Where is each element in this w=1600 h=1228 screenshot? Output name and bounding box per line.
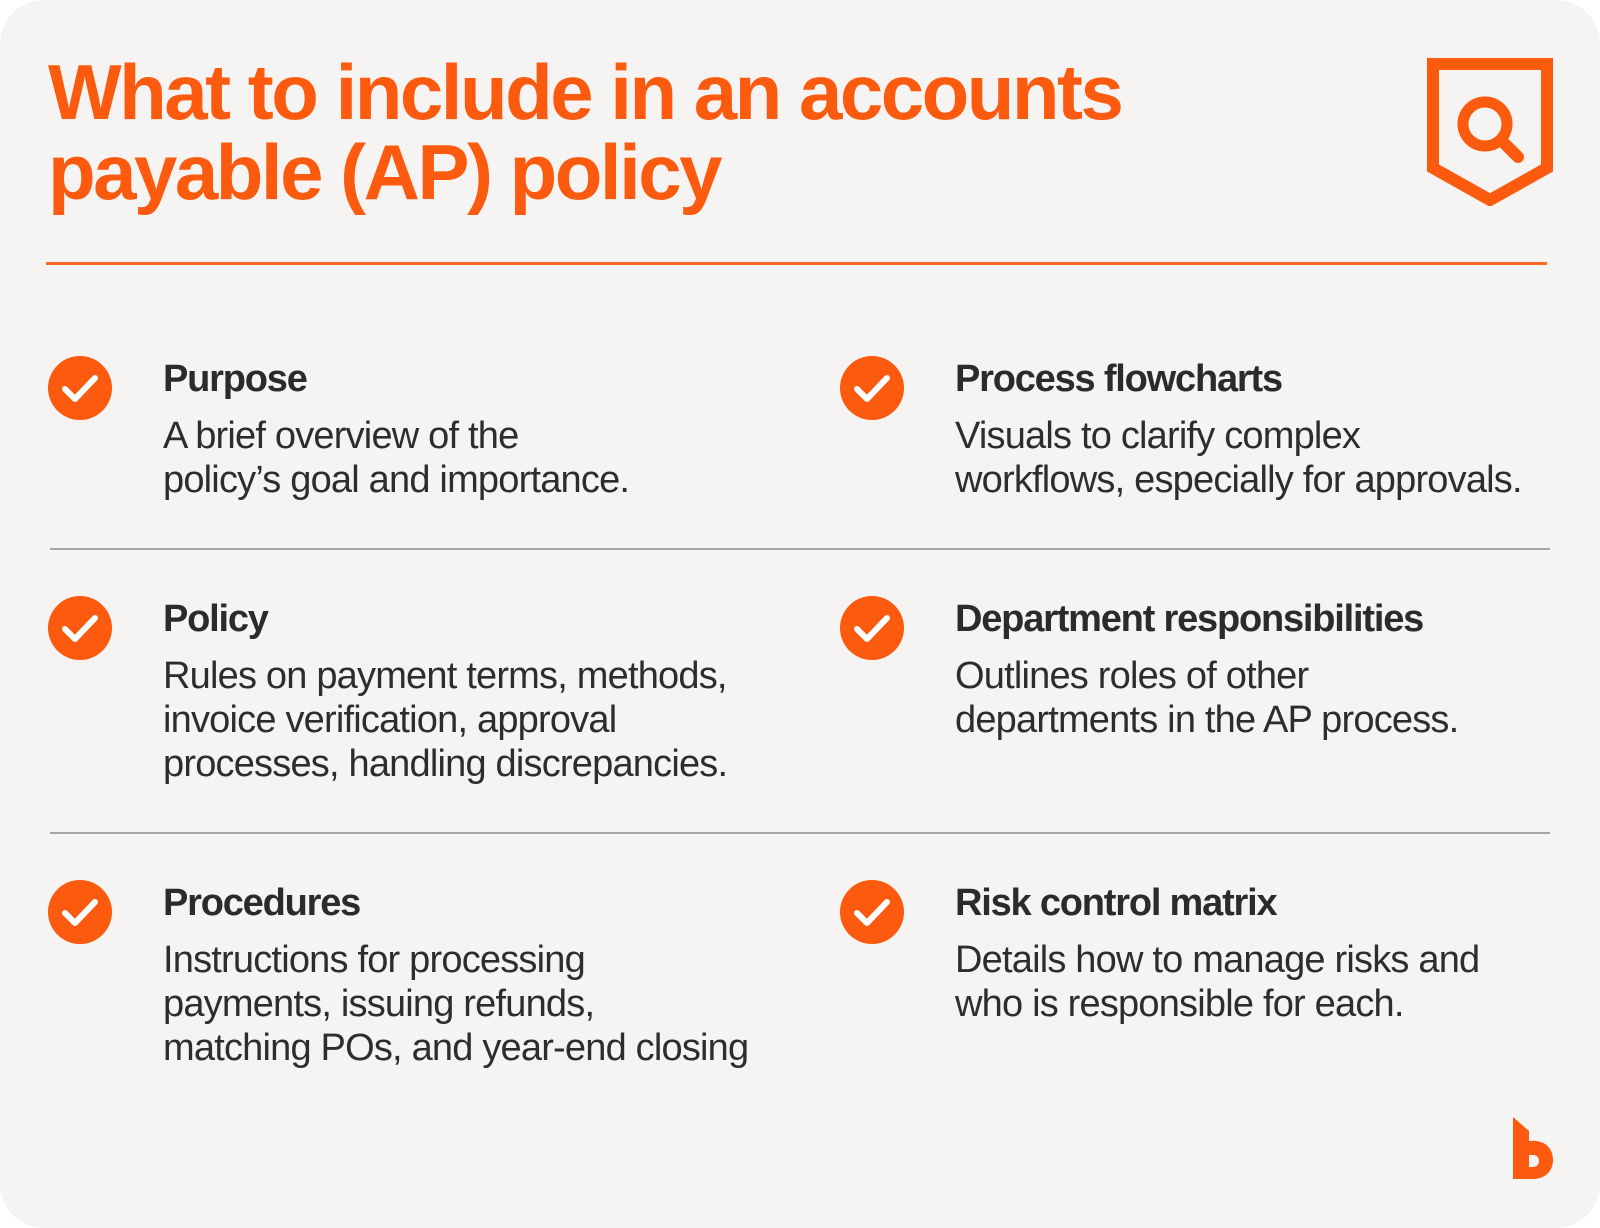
item-title: Policy (163, 598, 268, 640)
check-circle-icon (840, 356, 904, 420)
magnifier-shield-icon (1427, 58, 1553, 206)
item-description-line: A brief overview of the (163, 415, 519, 457)
item-description-line: matching POs, and year-end closing (163, 1027, 749, 1069)
item-description-line: invoice verification, approval (163, 699, 617, 741)
item-title: Department responsibilities (955, 598, 1424, 640)
header-divider (46, 262, 1547, 265)
check-circle-icon (48, 356, 112, 420)
item-description (163, 414, 629, 502)
item-description (955, 938, 1479, 1026)
item-description-line: workflows, especially for approvals. (955, 459, 1522, 501)
check-circle-icon (840, 596, 904, 660)
item-description (163, 654, 727, 786)
item-title: Purpose (163, 358, 307, 400)
item-description-line: Instructions for processing (163, 939, 585, 981)
title-line-2: payable (AP) policy (48, 128, 721, 216)
item-description-line: payments, issuing refunds, (163, 983, 595, 1025)
item-title: Process flowcharts (955, 358, 1282, 400)
item-description (955, 654, 1458, 742)
row-divider (50, 832, 1550, 834)
item-title: Risk control matrix (955, 882, 1277, 924)
check-circle-icon (48, 880, 112, 944)
row-divider (50, 548, 1550, 550)
item-description-line: Visuals to clarify complex (955, 415, 1361, 457)
item-description (163, 938, 748, 1070)
item-description-line: who is responsible for each. (955, 983, 1404, 1025)
check-circle-icon (48, 596, 112, 660)
item-description-line: Rules on payment terms, methods, (163, 655, 727, 697)
page-title (48, 48, 1198, 216)
brand-b-logo (1513, 1117, 1553, 1179)
item-description-line: policy’s goal and importance. (163, 459, 630, 501)
item-description-line: processes, handling discrepancies. (163, 743, 728, 785)
item-description (955, 414, 1522, 502)
check-circle-icon (840, 880, 904, 944)
item-description-line: departments in the AP process. (955, 699, 1459, 741)
item-description-line: Outlines roles of other (955, 655, 1309, 697)
title-line-1: What to include in an accounts (48, 48, 1122, 136)
item-description-line: Details how to manage risks and (955, 939, 1480, 981)
item-title: Procedures (163, 882, 361, 924)
